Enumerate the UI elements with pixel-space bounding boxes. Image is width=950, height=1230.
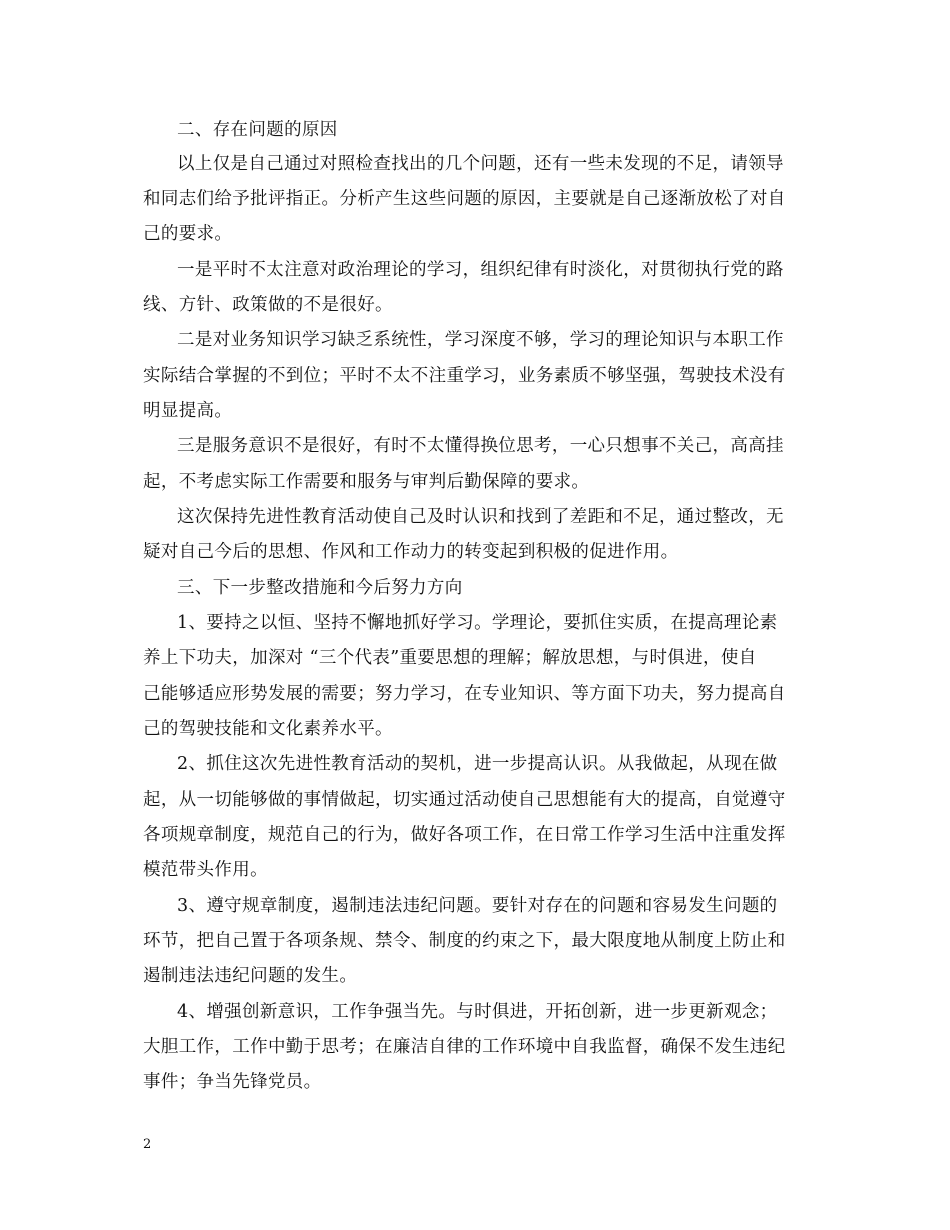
paragraph-line: 一是平时不太注意对政治理论的学习，组织纪律有时淡化，对贯彻执行党的路 <box>177 260 784 280</box>
paragraph-line: 起，不考虑实际工作需要和服务与审判后勤保障的要求。 <box>143 472 590 492</box>
paragraph-line: 4、增强创新意识，工作争强当先。与时俱进，开拓创新，进一步更新观念； <box>177 1002 778 1022</box>
paragraph-line: 环节，把自己置于各项条规、禁令、制度的约束之下，最大限度地从制度上防止和 <box>143 931 786 951</box>
paragraph-line: 疑对自己今后的思想、作风和工作动力的转变起到积极的促进作用。 <box>143 542 679 562</box>
paragraph-line: 实际结合掌握的不到位；平时不太不注重学习，业务素质不够坚强，驾驶技术没有 <box>143 366 786 386</box>
paragraph-line: 这次保持先进性教育活动使自己及时认识和找到了差距和不足，通过整改，无 <box>177 507 784 527</box>
page-number: 2 <box>143 1137 152 1152</box>
paragraph-line: 己的要求。 <box>143 224 233 244</box>
paragraph-line: 养上下功夫，加深对 “三个代表”重要思想的理解；解放思想，与时俱进，使自 <box>143 648 757 668</box>
paragraph-line: 模范带头作用。 <box>143 860 268 880</box>
paragraph-line: 1、要持之以恒、坚持不懈地抓好学习。学理论，要抓住实质，在提高理论素 <box>177 613 778 633</box>
paragraph-line: 二是对业务知识学习缺乏系统性，学习深度不够，学习的理论知识与本职工作 <box>177 330 784 350</box>
paragraph-line: 以上仅是自己通过对照检查找出的几个问题，还有一些未发现的不足，请领导 <box>177 154 784 174</box>
heading-section-2: 二、存在问题的原因 <box>177 120 338 140</box>
paragraph-line: 己能够适应形势发展的需要；努力学习，在专业知识、等方面下功夫，努力提高自 <box>143 684 786 704</box>
paragraph-line: 事件；争当先锋党员。 <box>143 1072 322 1092</box>
paragraph-line: 明显提高。 <box>143 401 233 421</box>
paragraph-line: 三是服务意识不是很好，有时不太懂得换位思考，一心只想事不关己，高高挂 <box>177 436 784 456</box>
paragraph-line: 各项规章制度，规范自己的行为，做好各项工作，在日常工作学习生活中注重发挥 <box>143 825 786 845</box>
paragraph-line: 己的驾驶技能和文化素养水平。 <box>143 719 393 739</box>
paragraph-line: 遏制违法违纪问题的发生。 <box>143 966 358 986</box>
paragraph-line: 线、方针、政策做的不是很好。 <box>143 295 393 315</box>
paragraph-line: 3、遵守规章制度，遏制违法违纪问题。要针对存在的问题和容易发生问题的 <box>177 896 778 916</box>
paragraph-line: 和同志们给予批评指正。分析产生这些问题的原因，主要就是自己逐渐放松了对自 <box>143 189 786 209</box>
paragraph-line: 起，从一切能够做的事情做起，切实通过活动使自己思想能有大的提高，自觉遵守 <box>143 790 786 810</box>
paragraph-line: 大胆工作，工作中勤于思考；在廉洁自律的工作环境中自我监督，确保不发生违纪 <box>143 1037 786 1057</box>
heading-section-3: 三、下一步整改措施和今后努力方向 <box>177 578 463 598</box>
paragraph-line: 2、抓住这次先进性教育活动的契机，进一步提高认识。从我做起，从现在做 <box>177 754 778 774</box>
